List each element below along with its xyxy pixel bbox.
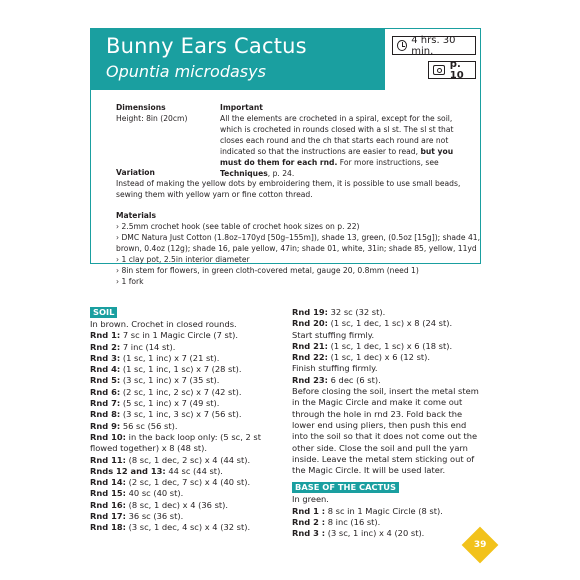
row-text: (2 sc, 1 inc, 2 sc) x 7 (42 st). [120, 386, 242, 397]
row-text: 56 sc (56 st). [120, 420, 178, 431]
row-label: Rnd 22: [292, 352, 328, 363]
row-label: Rnd 15: [90, 488, 126, 499]
camera-icon [433, 65, 445, 75]
instruction-row [90, 387, 270, 398]
row-text: (8 sc, 1 dec) x 4 (36 st). [126, 499, 229, 510]
row-text: 40 sc (40 st). [126, 488, 184, 499]
base-rows [292, 506, 482, 540]
soil-heading: SOIL [90, 307, 117, 318]
time-badge [392, 36, 476, 55]
row-text: 7 sc in 1 Magic Circle (7 st). [120, 330, 238, 341]
materials-item: › DMC Natura Just Cotton (1.8oz–170yd [50g–155m]), shade 13, green, (0.5oz [15g]); shade 41, [116, 233, 481, 242]
row-text: (3 sc, 1 dec, 4 sc) x 4 (32 st). [126, 522, 251, 533]
important-text-main: All the elements are crocheted in a spiral, except for the soil, which is crocheted in rounds closed with a sl st. The sl st that closes each round and the ch that starts each round are not indicated so that the instructions are easier to read, [220, 114, 454, 156]
instruction-row [90, 432, 270, 455]
instruction-row [90, 421, 270, 432]
row-label: Rnd 1 : [292, 505, 326, 516]
instruction-row [292, 318, 482, 329]
instruction-row [292, 375, 482, 386]
dimensions-value: Height: 8in (20cm) [116, 114, 188, 123]
stuffing-note-start: Start stuffing firmly. [292, 329, 375, 340]
row-text: (1 sc, 1 inc, 1 sc) x 7 (28 st). [120, 364, 242, 375]
instruction-row [90, 364, 270, 375]
soil-rows-c [292, 375, 482, 386]
instruction-row [90, 353, 270, 364]
row-text: 8 inc (16 st). [325, 517, 381, 528]
instruction-row [292, 341, 482, 352]
base-intro: In green. [292, 494, 329, 505]
page-number: 39 [473, 540, 487, 550]
page-title: Bunny Ears Cactus [106, 34, 307, 58]
important-more-post: , p. 24. [267, 169, 295, 178]
row-label: Rnd 10: [90, 431, 126, 442]
materials-item: › 2.5mm crochet hook (see table of crochet hook sizes on p. 22) [116, 222, 360, 231]
soil-intro: In brown. Crochet in closed rounds. [90, 319, 237, 329]
row-text: 44 sc (44 st). [165, 465, 223, 476]
instruction-row [292, 517, 482, 528]
row-label: Rnd 8: [90, 409, 121, 420]
instruction-row [90, 375, 270, 386]
soil-rows [90, 330, 270, 533]
instruction-row [90, 398, 270, 409]
materials-item: brown, 0.4oz (12g); shade 16, pale yellow, 47in; shade 01, white, 31in; shade 85, yellow, 11yd [116, 244, 477, 253]
row-text: (5 sc, 1 inc) x 7 (49 st). [120, 398, 220, 409]
instruction-row [90, 511, 270, 522]
important-more-pre: For more instructions, see [337, 158, 439, 167]
row-label: Rnd 21: [292, 340, 328, 351]
row-text: in the back loop only: (5 sc, 2 st flowed together) x 8 (48 st). [90, 431, 261, 454]
row-label: Rnd 18: [90, 522, 126, 533]
row-text: (2 sc, 1 dec, 7 sc) x 4 (40 st). [126, 477, 251, 488]
row-label: Rnd 20: [292, 318, 328, 329]
row-label: Rnds 12 and 13: [90, 465, 166, 476]
row-text: 36 sc (36 st). [126, 511, 184, 522]
row-label: Rnd 5: [90, 375, 121, 386]
row-text: (1 sc, 1 inc) x 7 (21 st). [120, 352, 220, 363]
row-text: 8 sc in 1 Magic Circle (8 st). [325, 505, 443, 516]
photo-page-value: p. 10 [449, 59, 464, 81]
row-text: 32 sc (32 st). [328, 307, 386, 317]
row-text: (1 sc, 1 dec) x 6 (12 st). [328, 352, 431, 363]
row-label: Rnd 3: [90, 352, 121, 363]
instruction-row [90, 488, 270, 499]
row-label: Rnd 6: [90, 386, 121, 397]
materials-section [116, 210, 481, 287]
soil-rows-a [292, 307, 482, 330]
instruction-row [90, 455, 270, 466]
row-label: Rnd 1: [90, 330, 121, 341]
photo-page-badge [428, 61, 476, 79]
instruction-row [292, 307, 482, 318]
soil-column [90, 307, 270, 534]
soil-rows-b [292, 341, 482, 364]
important-text-bold: but you must do them for each rnd. [220, 147, 454, 167]
row-text: (1 sc, 1 dec, 1 sc) x 6 (18 st). [328, 340, 453, 351]
row-text: 7 inc (14 st). [120, 341, 176, 352]
instruction-row [90, 409, 270, 420]
row-label: Rnd 9: [90, 420, 121, 431]
variation-heading: Variation [116, 168, 155, 177]
materials-item: › 1 clay pot, 2.5in interior diameter [116, 255, 250, 264]
materials-item: › 1 fork [116, 277, 144, 286]
row-label: Rnd 23: [292, 374, 328, 385]
instruction-row [90, 522, 270, 533]
instruction-row [292, 528, 482, 539]
row-label: Rnd 2: [90, 341, 121, 352]
latin-name: Opuntia microdasys [106, 62, 266, 81]
materials-heading: Materials [116, 211, 157, 220]
variation-text: Instead of making the yellow dots by embroidering them, it is possible to use small beads, sewing them with yellow yarn or fine cotton thread. [116, 179, 461, 199]
title-banner [90, 28, 385, 90]
row-text: (8 sc, 1 dec, 2 sc) x 4 (44 st). [126, 454, 251, 465]
dimensions-section [116, 102, 214, 124]
row-label: Rnd 16: [90, 499, 126, 510]
row-label: Rnd 11: [90, 454, 126, 465]
row-text: (1 sc, 1 dec, 1 sc) x 8 (24 st). [328, 318, 453, 329]
row-label: Rnd 19: [292, 307, 328, 317]
row-text: 6 dec (6 st). [328, 374, 381, 385]
materials-item: › 8in stem for flowers, in green cloth-covered metal, gauge 20, 0.8mm (need 1) [116, 266, 419, 275]
instruction-row [90, 477, 270, 488]
instruction-row [292, 506, 482, 517]
clock-icon [397, 40, 407, 51]
instruction-row [292, 352, 482, 363]
important-heading: Important [220, 103, 263, 112]
stuffing-note-finish: Finish stuffing firmly. [292, 363, 378, 374]
base-heading: BASE OF THE CACTUS [292, 482, 399, 493]
row-text: (3 sc, 1 inc) x 7 (35 st). [120, 375, 220, 386]
instruction-row [90, 500, 270, 511]
soil-closing-text: Before closing the soil, insert the metal stem in the Magic Circle and make it come out through the hole in rnd 23. Fold back the lower end using pliers, then push this end into the soil so that it does not come out the other side. Close the soil and pull the yarn inside. Leave the metal stem sticking out of the Magic Circle. It will be used later. [292, 386, 479, 476]
instruction-row [90, 330, 270, 341]
row-label: Rnd 3 : [292, 528, 326, 539]
row-label: Rnd 4: [90, 364, 121, 375]
row-label: Rnd 7: [90, 398, 121, 409]
row-label: Rnd 14: [90, 477, 126, 488]
row-label: Rnd 2 : [292, 517, 326, 528]
soil-continued-column [292, 307, 482, 540]
variation-section [116, 167, 476, 200]
row-text: (3 sc, 1 inc, 3 sc) x 7 (56 st). [120, 409, 242, 420]
instruction-row [90, 466, 270, 477]
dimensions-heading: Dimensions [116, 103, 166, 112]
instruction-row [90, 342, 270, 353]
time-value: 4 hrs. 30 min. [411, 34, 456, 57]
important-more-bold: Techniques [220, 169, 268, 178]
row-text: (3 sc, 1 inc) x 4 (20 st). [325, 528, 425, 539]
row-label: Rnd 17: [90, 511, 126, 522]
